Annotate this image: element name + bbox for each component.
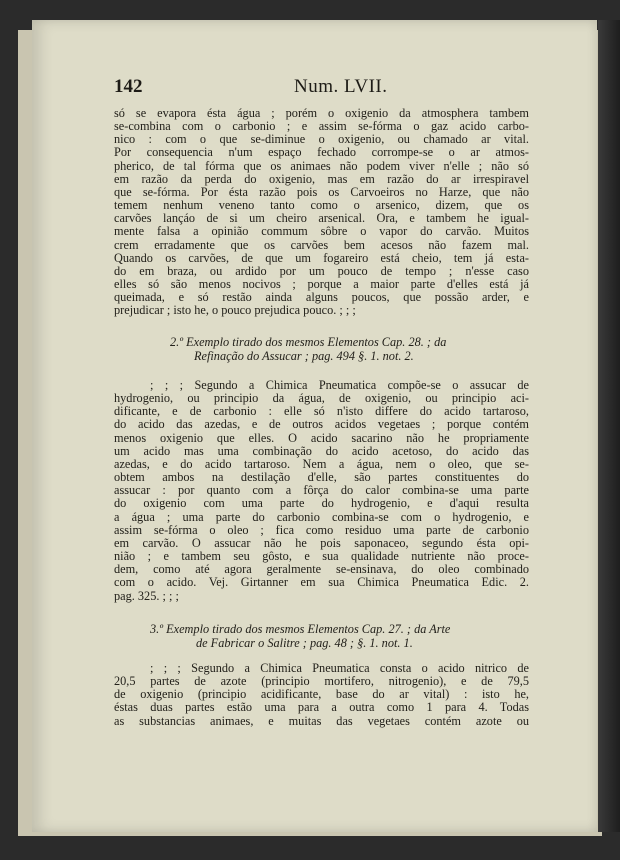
scan-border	[598, 20, 620, 832]
text-line: pherico, de tal fórma que os animaes não podem viver n'elle ; não só	[114, 159, 529, 173]
text-line: assucar : por quanto com a fôrça do calor combina-se uma parte	[114, 484, 529, 498]
text-line: menos oxigenio que elles. O acido sacarino não he propriamente	[114, 431, 529, 445]
text-line: do oxigenio com uma parte do hydrogenio, e d'aqui resulta	[114, 497, 529, 511]
text-line: 20,5 partes de azote (principio mortifero, nitrogenio), e de 79,5	[114, 675, 529, 689]
text-line: a água ; uma parte do carbonio combina-se com o hydrogenio, e	[114, 510, 529, 524]
text-line: mente falsa a opinião commum sôbre o vapor do carvão. Muitos	[114, 225, 529, 239]
text-line: só se evapora ésta água ; porém o oxigenio da atmosphera tambem	[114, 107, 529, 120]
text-line: de oxigenio (principio acidificante, base do ar vital) : isto he,	[114, 688, 529, 702]
page-number: 142	[114, 76, 143, 97]
text-line: do em braza, ou ardido por um pouco de tempo ; n'esse caso	[114, 264, 529, 278]
text-line: nico : com o que se-diminue o oxigenio, ou chamado ar vital.	[114, 133, 529, 147]
example-heading-2	[170, 335, 550, 363]
heading-line: 2.º Exemplo tirado dos mesmos Elementos Cap. 28. ; da	[170, 335, 447, 349]
text-line: em carvão. O assucar não he pois saponaceo, segundo ésta opi-	[114, 536, 529, 550]
text-line: em razão da perda do oxigenio, mas em razão do ar irrespiravel	[114, 172, 529, 186]
heading-line: Refinação do Assucar ; pag. 494 §. 1. not. 2.	[194, 349, 414, 363]
text-line: éstas duas partes estão uma para a outra como 1 para 4. Todas	[114, 701, 529, 715]
paragraph-3	[114, 662, 529, 728]
paragraph-2	[114, 379, 529, 603]
text-line: ; ; ; Segundo a Chimica Pneumatica compõe-se o assucar de	[150, 379, 529, 392]
text-line: obtem ambos na destilação d'elle, são partes constituentes do	[114, 471, 529, 485]
example-heading-3	[150, 622, 530, 650]
heading-line: 3.º Exemplo tirado dos mesmos Elementos Cap. 27. ; da Arte	[150, 622, 451, 636]
text-line: dificante, e de carbonio : elle só n'isto differe do acido tartaroso,	[114, 405, 529, 419]
text-line: crem erradamente que os carvões bem acesos não fazem mal.	[114, 238, 529, 252]
paragraph-1	[114, 107, 529, 318]
text-line: pag. 325. ; ; ;	[114, 589, 179, 603]
text-line: carvões lançáo de si um cheiro arsenical. Ora, e tambem he igual-	[114, 212, 529, 226]
text-line: as substancias animaes, e muitas das vegetaes contém azote ou	[114, 714, 529, 728]
text-line: Quando os carvões, de que um fogareiro está cheio, tem já esta-	[114, 251, 529, 265]
text-line: queimada, e só restão ainda alguns poucos, que possão arder, e	[114, 291, 529, 305]
text-line: um acido mas uma combinação do acido acetoso, do acido das	[114, 444, 529, 458]
text-line: prejudicar ; isto he, o pouco prejudica pouco. ; ; ;	[114, 304, 356, 318]
text-line: se-combina com o carbonio ; e assim se-fórma o gaz acido carbo-	[114, 120, 529, 134]
text-line: nião ; e tambem seu gôsto, e sua qualidade nutriente não proce-	[114, 550, 529, 564]
text-line: elles só são menos nocivos ; porque a maior parte d'elles está já	[114, 278, 529, 292]
text-line: azedas, e do acido tartaroso. Nem a água, nem o oleo, que se-	[114, 457, 529, 471]
text-line: assim se-fórma o oleo ; fica como residuo uma parte de carbonio	[114, 523, 529, 537]
text-line: Por consequencia n'um espaço fechado corrompe-se o ar atmos-	[114, 146, 529, 160]
text-line: ; ; ; Segundo a Chimica Pneumatica consta o acido nitrico de	[150, 662, 529, 675]
text-line: com o acido. Vej. Girtanner em sua Chimica Pneumatica Edic. 2.	[114, 576, 529, 590]
running-head: Num. LVII.	[294, 76, 388, 97]
text-line: do acido das azedas, e de outros acidos vegetaes ; porque contém	[114, 418, 529, 432]
text-line: dem, como até agora geralmente se-ensinava, do oleo combinado	[114, 563, 529, 577]
page-header	[114, 76, 529, 102]
text-line: que se-fórma. Por ésta razão pois os Carvoeiros no Harze, que não	[114, 185, 529, 199]
text-line: temem nenhum veneno tanto como o arsenico, dizem, que os	[114, 199, 529, 213]
heading-line: de Fabricar o Salitre ; pag. 48 ; §. 1. not. 1.	[196, 636, 413, 650]
text-line: hydrogenio, ou principio da água, de oxigenio, ou principio aci-	[114, 392, 529, 406]
